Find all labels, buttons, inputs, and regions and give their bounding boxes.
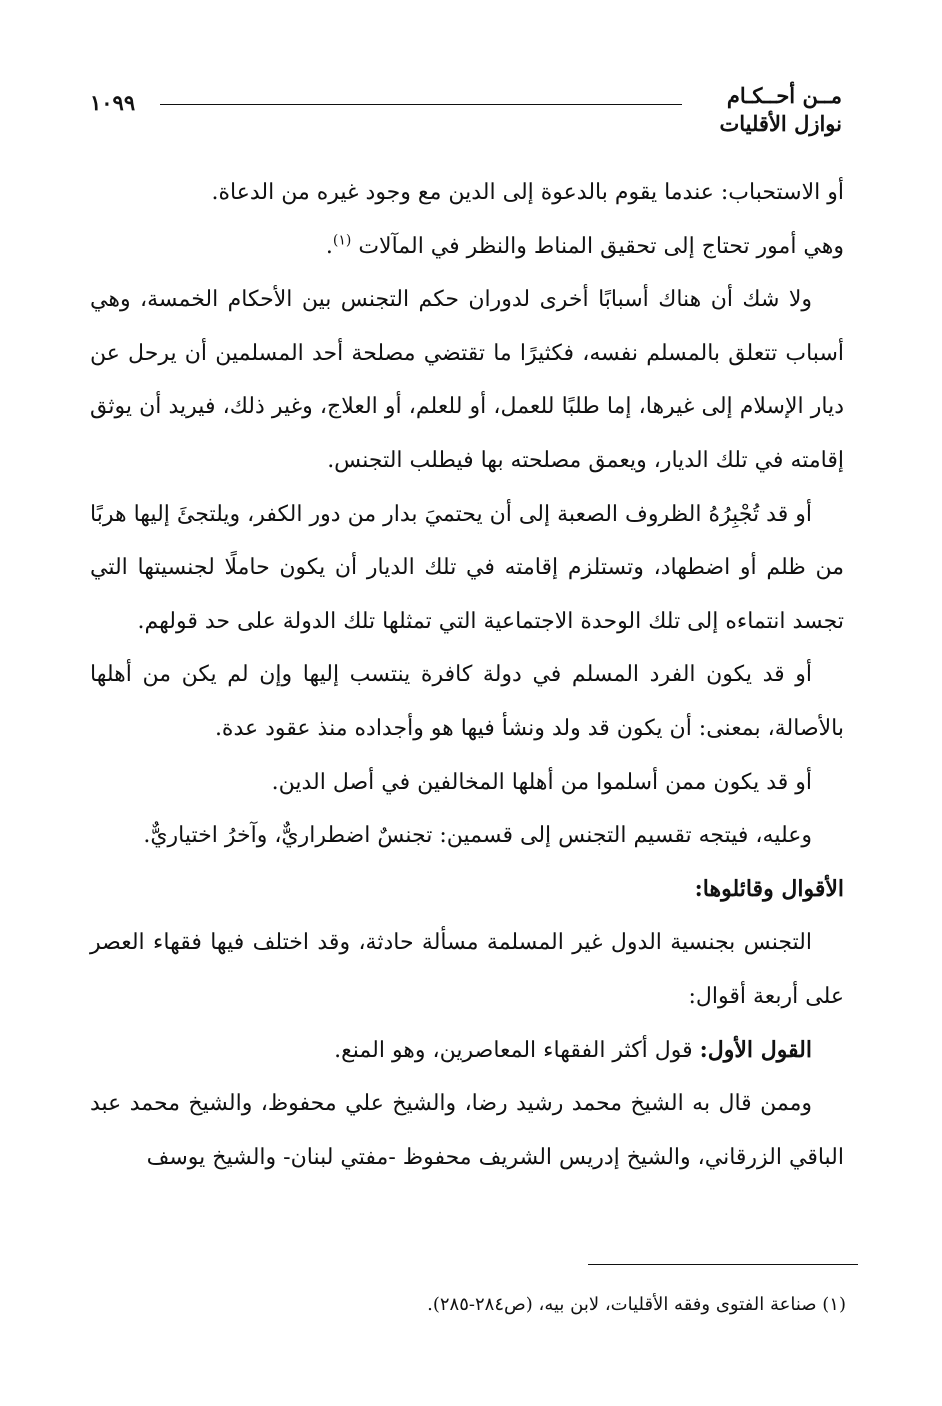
running-title [719,82,842,138]
paragraph: وهي أمور تحتاج إلى تحقيق المناط والنظر في المآلات $^{(١)}$. [325,232,844,259]
paragraph-text: وهي أمور تحتاج إلى تحقيق المناط والنظر في المآلات [358,233,844,259]
page-number: ١٠٩٩ [90,90,136,115]
paragraph: ولا شك أن هناك أسبابًا أخرى لدوران حكم التجنس بين الأحكام الخمسة، وهي أسباب تتعلق بالمسلم نفسه، فكثيرًا ما تقتضي مصلحة أحد المسلمين أن يرحل عن ديار الإسلام إلى غيرها، إما طلبًا للعمل، أو للعلم، أو العلاج، وغير ذلك، فيريد أن يوثق إقامته في تلك الديار، ويعمق مصلحته بها فيطلب التجنس. [90,287,844,473]
footnote-reference: (١) [332,232,352,249]
first-opinion-text: قول أكثر الفقهاء المعاصرين، وهو المنع. [334,1037,693,1063]
running-title-line2: نوازل الأقليات [719,111,842,136]
paragraph [90,1024,844,1078]
paragraph: التجنس بجنسية الدول غير المسلمة مسألة حادثة، وقد اختلف فيها فقهاء العصر على أربعة أقوال: [90,930,844,1009]
paragraph: أو قد يكون الفرد المسلم في دولة كافرة ينتسب إليها وإن لم يكن من أهلها بالأصالة، بمعنى: أن يكون قد ولد ونشأ فيها هو وأجداده منذ عقود عدة. [90,662,844,741]
running-title-line1: مــن أحــكـام [726,83,842,108]
paragraph: وممن قال به الشيخ محمد رشيد رضا، والشيخ علي محفوظ، والشيخ محمد عبد الباقي الزرقاني، والشيخ إدريس الشريف محفوظ -مفتي لبنان- والشيخ يوسف [90,1091,844,1170]
header-rule [160,104,682,105]
page-header [90,82,842,146]
paragraph: أو قد تُجْبِرُهُ الظروف الصعبة إلى أن يحتميَ بدار من دور الكفر، ويلتجئَ إليها هربًا من ظلم أو اضطهاد، وتستلزم إقامته في تلك الديار أن يكون حاملًا لجنسيتها التي تجسد انتماءه إلى تلك الوحدة الاجتماعية التي تمثلها تلك الدولة على حد قولهم. [90,501,844,634]
paragraph: أو قد يكون ممن أسلموا من أهلها المخالفين في أصل الدين. [271,769,812,795]
footnote-rule [588,1264,858,1265]
body-text [90,166,844,1184]
paragraph: أو الاستحباب: عندما يقوم بالدعوة إلى الدين مع وجود غيره من الدعاة. [211,180,844,205]
first-opinion-label: القول الأول: [699,1036,812,1063]
paragraph: وعليه، فيتجه تقسيم التجنس إلى قسمين: تجنسٌ اضطراريٌّ، وآخرُ اختياريٌّ. [143,823,812,849]
section-heading: الأقوال وقائلوها: [694,875,844,902]
footnote: (١) صناعة الفتوى وفقه الأقليات، لابن بيه، (ص٢٨٤-٢٨٥). [427,1294,846,1315]
